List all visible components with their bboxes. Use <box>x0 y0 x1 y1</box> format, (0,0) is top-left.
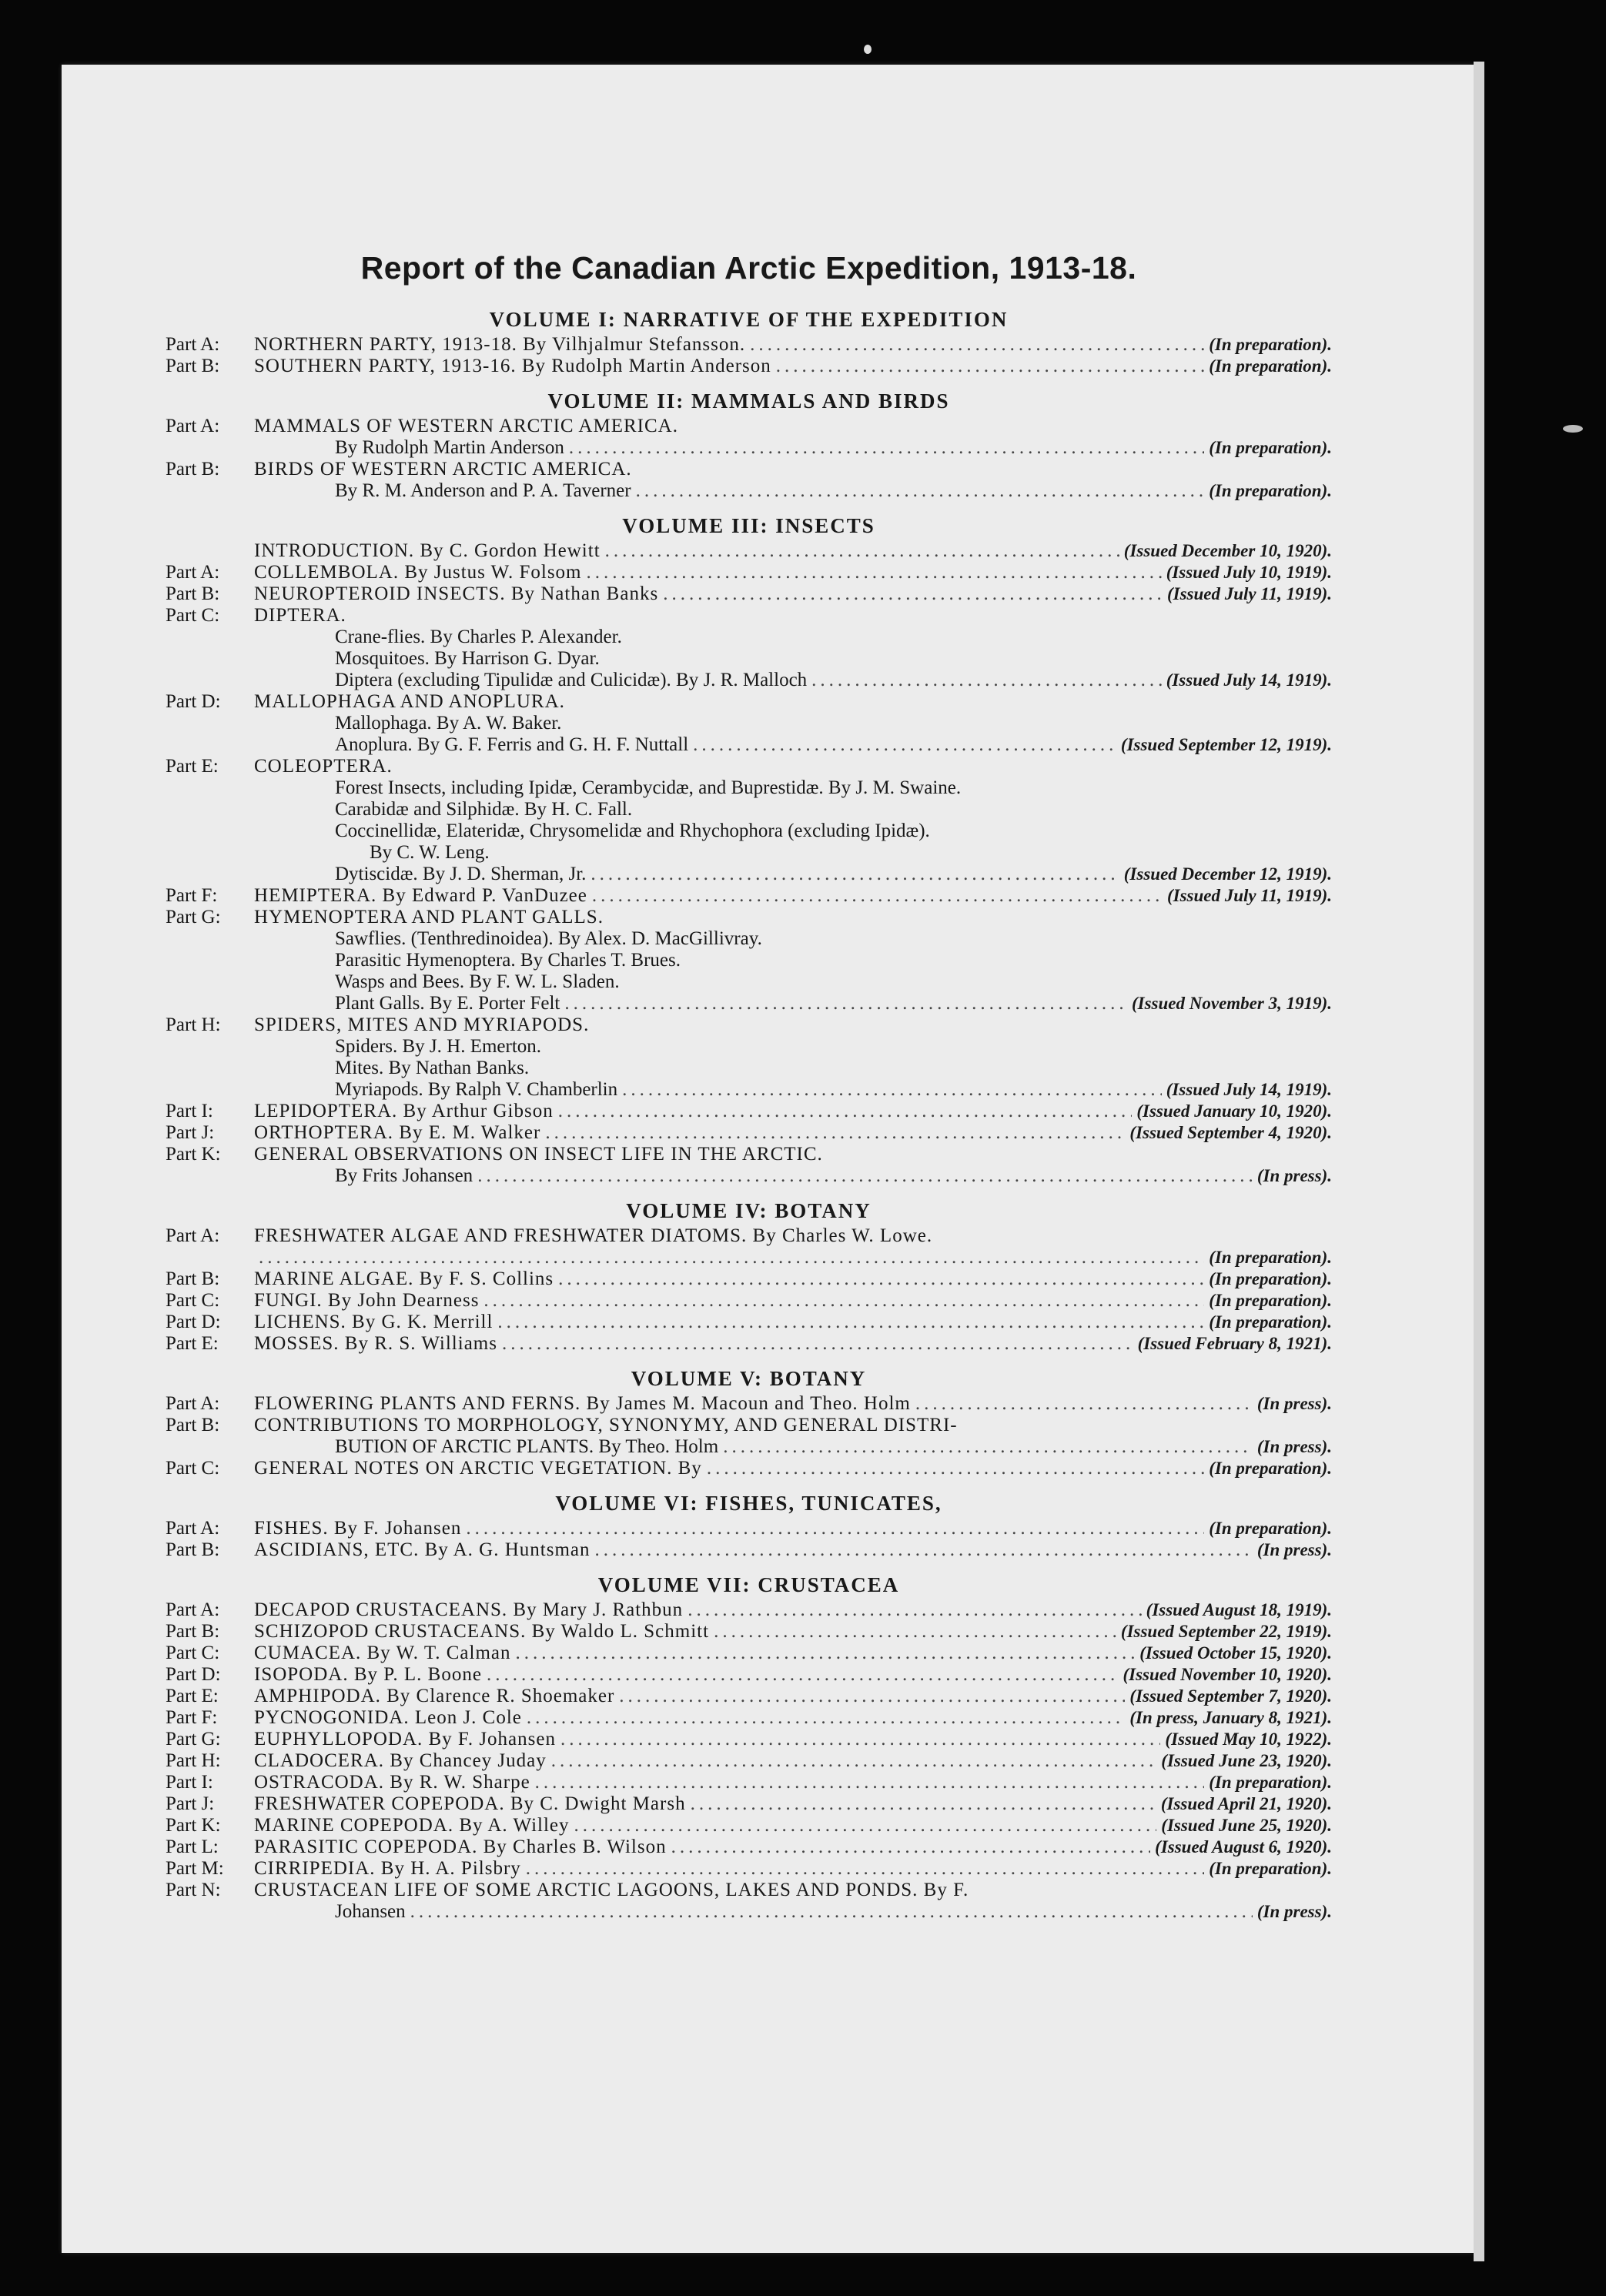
part-label: Part B: <box>166 459 220 480</box>
report-part-entry <box>166 1621 1332 1643</box>
report-part-entry <box>166 1247 1332 1268</box>
entry-text: Johansen <box>335 1901 406 1922</box>
entry-text: Parasitic Hymenoptera. By Charles T. Brues. <box>335 950 681 971</box>
report-part-entry <box>166 885 1332 907</box>
entry-text: FUNGI. By John Dearness <box>254 1290 480 1311</box>
report-part-entry <box>166 627 1332 648</box>
volume-section <box>166 1489 1332 1561</box>
report-part-entry <box>166 734 1332 756</box>
report-part-entry <box>166 1393 1332 1415</box>
report-part-entry <box>166 1415 1332 1436</box>
part-label: Part D: <box>166 691 221 712</box>
publication-status: (Issued November 3, 1919). <box>1132 994 1332 1013</box>
report-part-entry <box>166 1643 1332 1664</box>
dot-leader <box>526 1858 1204 1880</box>
report-part-entry <box>166 1165 1332 1187</box>
publication-status: (In preparation). <box>1209 356 1332 376</box>
dot-leader <box>688 1599 1141 1621</box>
entry-text: EUPHYLLOPODA. By F. Johansen <box>254 1729 556 1750</box>
volume-heading: VOLUME VII: CRUSTACEA <box>597 1573 900 1596</box>
entry-text: LEPIDOPTERA. By Arthur Gibson <box>254 1101 554 1121</box>
entry-text: ISOPODA. By P. L. Boone <box>254 1664 482 1685</box>
entry-text: Wasps and Bees. By F. W. L. Sladen. <box>335 971 620 992</box>
dot-leader <box>811 670 1162 691</box>
part-label: Part C: <box>166 1458 220 1479</box>
dot-leader <box>915 1393 1253 1415</box>
entry-text: FRESHWATER ALGAE AND FRESHWATER DIATOMS. By Charles W. Lowe. <box>254 1225 933 1246</box>
part-label: Part E: <box>166 756 219 777</box>
part-label: Part I: <box>166 1772 213 1793</box>
report-part-entry <box>166 928 1332 950</box>
dot-leader <box>714 1621 1116 1643</box>
volume-heading: VOLUME IV: BOTANY <box>626 1199 872 1222</box>
dot-leader <box>693 734 1116 756</box>
publication-status: (Issued December 12, 1919). <box>1123 864 1332 884</box>
entry-text: Crane-flies. By Charles P. Alexander. <box>335 627 622 647</box>
publication-status: (Issued January 10, 1920). <box>1136 1101 1332 1121</box>
report-part-entry <box>166 1707 1332 1729</box>
entry-text: By Rudolph Martin Anderson <box>335 437 564 458</box>
part-label: Part C: <box>166 1643 220 1663</box>
entry-text: By C. W. Leng. <box>370 842 490 863</box>
report-part-entry <box>166 1436 1332 1458</box>
volume-section <box>166 305 1332 377</box>
publication-status: (In press). <box>1256 1902 1332 1921</box>
part-label: Part B: <box>166 583 220 604</box>
entry-text: MOSSES. By R. S. Williams <box>254 1333 497 1354</box>
report-part-entry <box>166 1729 1332 1750</box>
dot-leader <box>723 1436 1253 1458</box>
report-part-entry <box>166 1518 1332 1539</box>
part-label: Part I: <box>166 1101 213 1121</box>
publication-status: (In press). <box>1256 1437 1332 1456</box>
volume-section <box>166 1570 1332 1923</box>
report-part-entry <box>166 907 1332 928</box>
part-label: Part E: <box>166 1686 219 1706</box>
entry-text: OSTRACODA. By R. W. Sharpe <box>254 1772 530 1793</box>
report-part-entry <box>166 437 1332 459</box>
report-part-entry <box>166 820 1332 842</box>
report-part-entry <box>166 1014 1332 1036</box>
dot-leader <box>776 356 1204 377</box>
report-part-entry <box>166 1079 1332 1101</box>
entry-text: Coccinellidæ, Elateridæ, Chrysomelidæ and Rhychophora (excluding Ipidæ). <box>335 820 930 841</box>
dot-leader <box>587 562 1162 583</box>
publication-status: (Issued September 4, 1920). <box>1129 1123 1332 1142</box>
entry-text: PARASITIC COPEPODA. By Charles B. Wilson <box>254 1836 667 1857</box>
volume-section <box>166 1364 1332 1479</box>
scan-speck <box>864 45 872 54</box>
publication-status: (Issued August 18, 1919). <box>1146 1600 1332 1619</box>
report-part-entry <box>166 1144 1332 1165</box>
dot-leader <box>707 1458 1204 1479</box>
publication-status: (Issued June 23, 1920). <box>1161 1751 1332 1770</box>
report-part-entry <box>166 1225 1332 1247</box>
entry-text: CRUSTACEAN LIFE OF SOME ARCTIC LAGOONS, LAKES AND PONDS. By F. <box>254 1880 969 1900</box>
publication-status: (In preparation). <box>1209 1291 1332 1310</box>
dot-leader <box>545 1122 1125 1144</box>
publication-status: (Issued September 22, 1919). <box>1120 1622 1332 1641</box>
entry-text: NORTHERN PARTY, 1913-18. By Vilhjalmur Stefansson. <box>254 334 746 355</box>
publication-status: (In preparation). <box>1209 1773 1332 1792</box>
entry-text: GENERAL NOTES ON ARCTIC VEGETATION. By <box>254 1458 702 1479</box>
volume-section <box>166 511 1332 1187</box>
publication-status: (In preparation). <box>1209 1312 1332 1332</box>
part-label: Part F: <box>166 885 218 906</box>
report-part-entry <box>166 1268 1332 1290</box>
entry-text: DECAPOD CRUSTACEANS. By Mary J. Rathbun <box>254 1599 684 1620</box>
report-part-entry <box>166 1122 1332 1144</box>
entry-text: COLEOPTERA. <box>254 756 393 777</box>
entry-text: ORTHOPTERA. By E. M. Walker <box>254 1122 541 1143</box>
report-part-entry <box>166 1036 1332 1058</box>
part-label: Part B: <box>166 1621 220 1642</box>
report-part-entry <box>166 756 1332 777</box>
report-part-entry <box>166 713 1332 734</box>
publication-status: (In preparation). <box>1209 335 1332 354</box>
part-label: Part C: <box>166 605 220 626</box>
entry-text: Plant Galls. By E. Porter Felt <box>335 993 560 1014</box>
publication-status: (In preparation). <box>1209 1459 1332 1478</box>
publication-status: (In preparation). <box>1209 1519 1332 1538</box>
part-label: Part G: <box>166 907 221 927</box>
page-edge <box>1474 62 1484 2261</box>
part-label: Part F: <box>166 1707 218 1728</box>
report-part-entry <box>166 1664 1332 1686</box>
publication-status: (In preparation). <box>1209 1859 1332 1878</box>
entry-text: Forest Insects, including Ipidæ, Cerambycidæ, and Buprestidæ. By J. M. Swaine. <box>335 777 962 798</box>
entry-text: SOUTHERN PARTY, 1913-16. By Rudolph Martin Anderson <box>254 356 771 376</box>
report-part-entry <box>166 459 1332 480</box>
publication-status: (Issued September 7, 1920). <box>1129 1686 1332 1706</box>
report-part-entry <box>166 1101 1332 1122</box>
report-part-entry <box>166 950 1332 971</box>
part-label: Part A: <box>166 334 220 355</box>
report-part-entry <box>166 1901 1332 1923</box>
report-part-entry <box>166 1772 1332 1793</box>
volume-heading: VOLUME II: MAMMALS AND BIRDS <box>547 389 950 413</box>
publication-status: (In preparation). <box>1209 1269 1332 1288</box>
entry-text: INTRODUCTION. By C. Gordon Hewitt <box>254 540 601 561</box>
report-part-entry <box>166 1312 1332 1333</box>
dot-leader <box>671 1836 1151 1858</box>
entry-text: Mallophaga. By A. W. Baker. <box>335 713 562 734</box>
dot-leader <box>591 864 1119 885</box>
entry-text: FLOWERING PLANTS AND FERNS. By James M. Macoun and Theo. Holm <box>254 1393 911 1414</box>
report-part-entry <box>166 1686 1332 1707</box>
entry-text: MAMMALS OF WESTERN ARCTIC AMERICA. <box>254 416 678 436</box>
part-label: Part A: <box>166 1225 220 1246</box>
entry-text: SCHIZOPOD CRUSTACEANS. By Waldo L. Schmitt <box>254 1621 710 1642</box>
part-label: Part K: <box>166 1815 221 1836</box>
part-label: Part G: <box>166 1729 221 1750</box>
dot-leader <box>410 1901 1253 1923</box>
entry-text: Mosquitoes. By Harrison G. Dyar. <box>335 648 600 669</box>
entry-text: By Frits Johansen <box>335 1165 473 1186</box>
document-content <box>166 245 1332 1923</box>
report-part-entry <box>166 480 1332 502</box>
dot-leader <box>487 1664 1119 1686</box>
scan-speck <box>1563 425 1583 433</box>
part-label: Part B: <box>166 1539 220 1560</box>
dot-leader <box>497 1312 1204 1333</box>
dot-leader <box>592 885 1163 907</box>
dot-leader <box>691 1793 1156 1815</box>
part-label: Part H: <box>166 1750 221 1771</box>
document-title: Report of the Canadian Arctic Expedition, 1913-18. <box>360 250 1137 286</box>
report-part-entry <box>166 562 1332 583</box>
report-part-entry <box>166 993 1332 1014</box>
report-part-entry <box>166 1058 1332 1079</box>
publication-status: (In preparation). <box>1209 438 1332 457</box>
entry-text: CLADOCERA. By Chancey Juday <box>254 1750 547 1771</box>
entry-text: Spiders. By J. H. Emerton. <box>335 1036 542 1057</box>
entry-text: By R. M. Anderson and P. A. Taverner <box>335 480 631 501</box>
report-part-entry <box>166 540 1332 562</box>
part-label: Part B: <box>166 356 220 376</box>
publication-status: (In press, January 8, 1921). <box>1129 1708 1332 1727</box>
entry-text: CONTRIBUTIONS TO MORPHOLOGY, SYNONYMY, AND GENERAL DISTRI- <box>254 1415 958 1435</box>
publication-status: (Issued December 10, 1920). <box>1123 541 1332 560</box>
report-part-entry <box>166 356 1332 377</box>
part-label: Part N: <box>166 1880 221 1900</box>
report-part-entry <box>166 1290 1332 1312</box>
report-part-entry <box>166 416 1332 437</box>
dot-leader <box>516 1643 1136 1664</box>
dot-leader <box>619 1686 1125 1707</box>
report-part-entry <box>166 334 1332 356</box>
publication-status: (Issued July 11, 1919). <box>1166 584 1332 603</box>
report-part-entry <box>166 1599 1332 1621</box>
entry-text: Dytiscidæ. By J. D. Sherman, Jr. <box>335 864 587 884</box>
dot-leader <box>477 1165 1253 1187</box>
entry-text: GENERAL OBSERVATIONS ON INSECT LIFE IN THE ARCTIC. <box>254 1144 823 1165</box>
report-part-entry <box>166 670 1332 691</box>
entry-text: LICHENS. By G. K. Merrill <box>254 1312 494 1332</box>
entry-text: FRESHWATER COPEPODA. By C. Dwight Marsh <box>254 1793 686 1814</box>
publication-status: (Issued August 6, 1920). <box>1155 1837 1332 1857</box>
entry-text: SPIDERS, MITES AND MYRIAPODS. <box>254 1014 590 1035</box>
volumes-list <box>166 305 1332 1923</box>
publication-status: (Issued June 25, 1920). <box>1161 1816 1332 1835</box>
part-label: Part A: <box>166 562 220 583</box>
report-part-entry <box>166 605 1332 627</box>
dot-leader <box>535 1772 1205 1793</box>
report-part-entry <box>166 1858 1332 1880</box>
entry-text: HEMIPTERA. By Edward P. VanDuzee <box>254 885 587 906</box>
dot-leader <box>605 540 1119 562</box>
dot-leader <box>750 334 1204 356</box>
dot-leader <box>574 1815 1157 1836</box>
entry-text: BIRDS OF WESTERN ARCTIC AMERICA. <box>254 459 632 480</box>
report-part-entry <box>166 1539 1332 1561</box>
part-label: Part A: <box>166 1518 220 1539</box>
publication-status: (Issued November 10, 1920). <box>1123 1665 1332 1684</box>
dot-leader <box>527 1707 1125 1729</box>
part-label: Part A: <box>166 416 220 436</box>
report-part-entry <box>166 691 1332 713</box>
report-part-entry <box>166 1793 1332 1815</box>
publication-status: (In press). <box>1256 1394 1332 1413</box>
part-label: Part A: <box>166 1393 220 1414</box>
part-label: Part A: <box>166 1599 220 1620</box>
publication-status: (Issued April 21, 1920). <box>1160 1794 1332 1813</box>
report-part-entry <box>166 1880 1332 1901</box>
part-label: Part B: <box>166 1415 220 1435</box>
part-label: Part E: <box>166 1333 219 1354</box>
report-part-entry <box>166 1836 1332 1858</box>
publication-status: (Issued September 12, 1919). <box>1120 735 1332 754</box>
part-label: Part D: <box>166 1664 221 1685</box>
entry-text: CIRRIPEDIA. By H. A. Pilsbry <box>254 1858 521 1879</box>
part-label: Part K: <box>166 1144 221 1165</box>
dot-leader <box>569 437 1204 459</box>
publication-status: (Issued July 11, 1919). <box>1166 886 1332 905</box>
entry-text: DIPTERA. <box>254 605 346 626</box>
publication-status: (In press). <box>1256 1166 1332 1185</box>
report-part-entry <box>166 842 1332 864</box>
publication-status: (Issued February 8, 1921). <box>1137 1334 1332 1353</box>
volume-heading: VOLUME VI: FISHES, TUNICATES, <box>555 1492 942 1515</box>
report-part-entry <box>166 1458 1332 1479</box>
publication-status: (In press). <box>1256 1540 1332 1559</box>
entry-text: Sawflies. (Tenthredinoidea). By Alex. D. MacGillivray. <box>335 928 762 949</box>
dot-leader <box>502 1333 1133 1355</box>
entry-text: CUMACEA. By W. T. Calman <box>254 1643 511 1663</box>
part-label: Part D: <box>166 1312 221 1332</box>
dot-leader <box>551 1750 1157 1772</box>
publication-status: (Issued May 10, 1922). <box>1165 1730 1332 1749</box>
entry-text: Anoplura. By G. F. Ferris and G. H. F. Nuttall <box>335 734 689 755</box>
entry-text: AMPHIPODA. By Clarence R. Shoemaker <box>254 1686 615 1706</box>
report-part-entry <box>166 799 1332 820</box>
dot-leader <box>483 1290 1204 1312</box>
publication-status: (Issued October 15, 1920). <box>1139 1643 1332 1663</box>
volume-heading: VOLUME III: INSECTS <box>622 514 875 537</box>
publication-status: (In preparation). <box>1209 1248 1332 1267</box>
part-label: Part M: <box>166 1858 224 1879</box>
entry-text: HYMENOPTERA AND PLANT GALLS. <box>254 907 604 927</box>
publication-status: (In preparation). <box>1209 481 1332 500</box>
publication-status: (Issued July 14, 1919). <box>1166 1080 1332 1099</box>
dot-leader <box>560 1729 1160 1750</box>
volume-section <box>166 386 1332 502</box>
entry-text: MALLOPHAGA AND ANOPLURA. <box>254 691 565 712</box>
dot-leader <box>622 1079 1162 1101</box>
report-part-entry <box>166 583 1332 605</box>
dot-leader <box>558 1268 1204 1290</box>
dot-leader <box>558 1101 1133 1122</box>
part-label: Part B: <box>166 1268 220 1289</box>
part-label: Part J: <box>166 1122 215 1143</box>
report-part-entry <box>166 971 1332 993</box>
entry-text: Carabidæ and Silphidæ. By H. C. Fall. <box>335 799 633 820</box>
report-part-entry <box>166 1815 1332 1836</box>
entry-text: PYCNOGONIDA. Leon J. Cole <box>254 1707 522 1728</box>
report-part-entry <box>166 648 1332 670</box>
part-label: Part C: <box>166 1290 220 1311</box>
report-part-entry <box>166 1750 1332 1772</box>
entry-text: ASCIDIANS, ETC. By A. G. Huntsman <box>254 1539 591 1560</box>
entry-text: MARINE COPEPODA. By A. Willey <box>254 1815 570 1836</box>
part-label: Part J: <box>166 1793 215 1814</box>
entry-text: BUTION OF ARCTIC PLANTS. By Theo. Holm <box>335 1436 719 1457</box>
entry-text: Mites. By Nathan Banks. <box>335 1058 530 1078</box>
dot-leader <box>595 1539 1253 1561</box>
part-label: Part L: <box>166 1836 219 1857</box>
dot-leader <box>466 1518 1204 1539</box>
entry-text: NEUROPTEROID INSECTS. By Nathan Banks <box>254 583 659 604</box>
entry-text: MARINE ALGAE. By F. S. Collins <box>254 1268 554 1289</box>
dot-leader <box>259 1247 1204 1268</box>
entry-text: Diptera (excluding Tipulidæ and Culicidæ). By J. R. Malloch <box>335 670 808 690</box>
part-label: Part H: <box>166 1014 221 1035</box>
volume-heading: VOLUME V: BOTANY <box>631 1367 867 1390</box>
entry-text: FISHES. By F. Johansen <box>254 1518 462 1539</box>
entry-text: Myriapods. By Ralph V. Chamberlin <box>335 1079 618 1100</box>
publication-status: (Issued July 10, 1919). <box>1166 563 1332 582</box>
dot-leader <box>663 583 1163 605</box>
entry-text: COLLEMBOLA. By Justus W. Folsom <box>254 562 582 583</box>
dot-leader <box>564 993 1127 1014</box>
publication-status: (Issued July 14, 1919). <box>1166 670 1332 690</box>
report-part-entry <box>166 864 1332 885</box>
volume-heading: VOLUME I: NARRATIVE OF THE EXPEDITION <box>489 308 1009 331</box>
report-part-entry <box>166 1333 1332 1355</box>
dot-leader <box>636 480 1205 502</box>
report-part-entry <box>166 777 1332 799</box>
volume-section <box>166 1196 1332 1355</box>
